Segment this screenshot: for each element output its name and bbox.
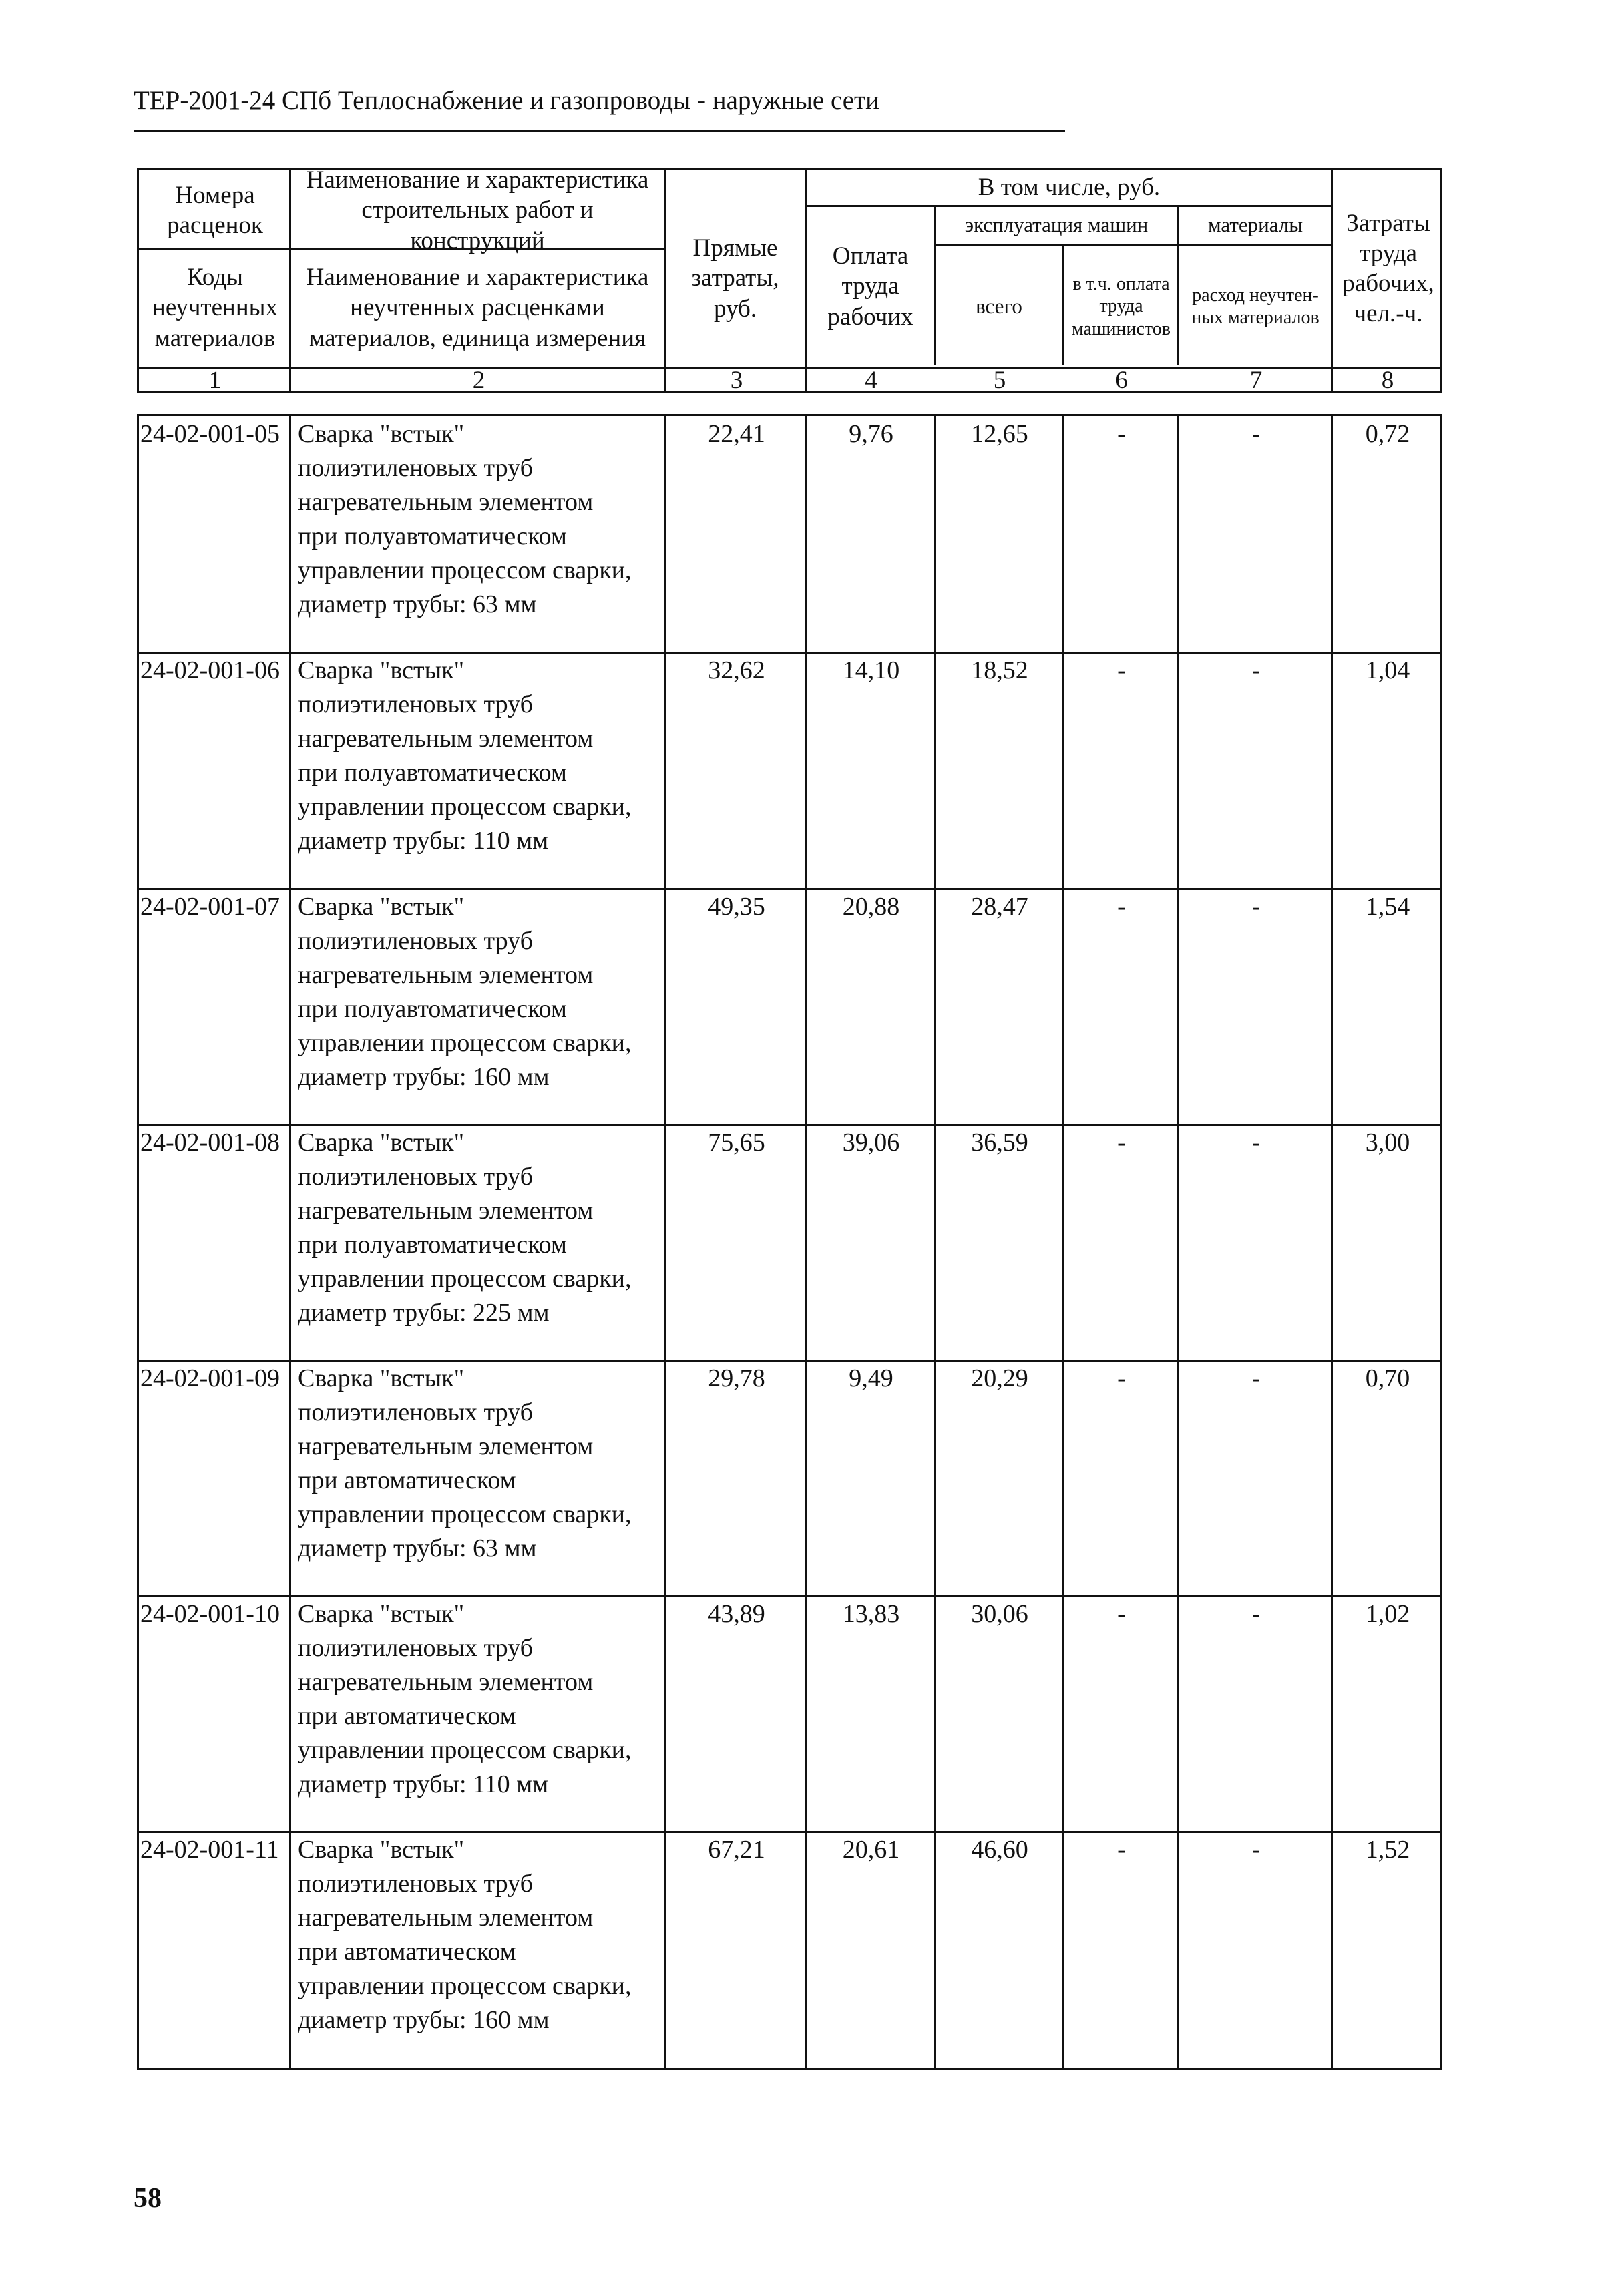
labor-cost: 20,88 <box>842 893 900 921</box>
divider <box>1062 244 1064 365</box>
divider <box>1331 170 1333 391</box>
labor-cost: 20,61 <box>842 1836 900 1864</box>
work-description: Сварка "встык" полиэтиленовых труб нагревательным элементом при автоматическом управлении процессом сварки, диаметр трубы: 63 мм <box>298 1364 632 1563</box>
table-header <box>137 168 1442 393</box>
materials-cost: - <box>1251 1128 1261 1157</box>
machinists-cost: - <box>1117 1364 1126 1392</box>
direct-cost: 43,89 <box>708 1600 765 1628</box>
machines-total: 12,65 <box>971 420 1028 448</box>
rate-code: 24-02-001-06 <box>140 656 280 684</box>
column-number: 3 <box>730 367 743 395</box>
materials-cost: - <box>1251 656 1261 684</box>
divider <box>1177 205 1179 365</box>
col6-header: в т.ч. оплата труда машинистов <box>1072 274 1171 339</box>
machinists-cost: - <box>1117 656 1126 684</box>
materials-cost: - <box>1251 1600 1261 1628</box>
column-number: 6 <box>1115 367 1128 395</box>
rate-code: 24-02-001-08 <box>140 1128 280 1157</box>
col1-top-header: Номера расценок <box>167 181 263 239</box>
column-number: 2 <box>472 367 485 395</box>
machinists-cost: - <box>1117 1128 1126 1157</box>
materials-cost: - <box>1251 1836 1261 1864</box>
divider <box>934 205 936 365</box>
work-description: Сварка "встык" полиэтиленовых труб нагревательным элементом при полуавтоматическом управлении процессом сварки, диаметр трубы: 225 мм <box>298 1128 632 1327</box>
machines-total: 18,52 <box>971 656 1028 684</box>
direct-cost: 32,62 <box>708 656 765 684</box>
rate-code: 24-02-001-10 <box>140 1600 280 1628</box>
labor-hours: 1,04 <box>1365 656 1410 684</box>
page-number: 58 <box>134 2183 162 2214</box>
divider <box>805 205 1331 207</box>
machines-total: 20,29 <box>971 1364 1028 1392</box>
page-header: ТЕР-2001-24 СПб Теплоснабжение и газопроводы - наружные сети <box>134 86 879 115</box>
machinists-cost: - <box>1117 1600 1126 1628</box>
work-description: Сварка "встык" полиэтиленовых труб нагревательным элементом при полуавтоматическом управлении процессом сварки, диаметр трубы: 63 мм <box>298 420 632 618</box>
labor-hours: 1,02 <box>1365 1600 1410 1628</box>
col8-header: Затраты труда рабочих, чел.-ч. <box>1342 209 1434 328</box>
rate-code: 24-02-001-09 <box>140 1364 280 1392</box>
column-number: 1 <box>208 367 222 395</box>
materials-cost: - <box>1251 420 1261 448</box>
direct-cost: 49,35 <box>708 893 765 921</box>
divider <box>805 170 807 391</box>
rate-code: 24-02-001-05 <box>140 420 280 448</box>
table-body <box>137 414 1442 2070</box>
labor-hours: 1,52 <box>1365 1836 1410 1864</box>
direct-cost: 22,41 <box>708 420 765 448</box>
machines-header: эксплуатация машин <box>964 213 1149 237</box>
col2-top-header: Наименование и характеристика строительных работ и конструкций <box>306 166 649 254</box>
materials-header: материалы <box>1207 213 1303 237</box>
materials-cost: - <box>1251 893 1261 921</box>
divider <box>289 170 291 391</box>
work-description: Сварка "встык" полиэтиленовых труб нагревательным элементом при полуавтоматическом управлении процессом сварки, диаметр трубы: 160 мм <box>298 893 632 1091</box>
machinists-cost: - <box>1117 1836 1126 1864</box>
direct-cost: 75,65 <box>708 1128 765 1157</box>
col5-header: всего <box>976 294 1022 319</box>
column-number: 8 <box>1381 367 1394 395</box>
machinists-cost: - <box>1117 893 1126 921</box>
work-description: Сварка "встык" полиэтиленовых труб нагревательным элементом при полуавтоматическом управлении процессом сварки, диаметр трубы: 110 мм <box>298 656 632 855</box>
labor-hours: 0,72 <box>1365 420 1410 448</box>
col1-bottom-header: Коды неучтенных материалов <box>152 264 278 352</box>
divider <box>664 170 666 391</box>
work-description: Сварка "встык" полиэтиленовых труб нагревательным элементом при автоматическом управлении процессом сварки, диаметр трубы: 160 мм <box>298 1836 632 2034</box>
machines-total: 46,60 <box>971 1836 1028 1864</box>
header-rule <box>134 130 1065 132</box>
machines-total: 30,06 <box>971 1600 1028 1628</box>
work-description: Сварка "встык" полиэтиленовых труб нагревательным элементом при автоматическом управлении процессом сварки, диаметр трубы: 110 мм <box>298 1600 632 1798</box>
col2-bottom-header: Наименование и характеристика неучтенных расценками материалов, единица измерения <box>306 264 649 352</box>
labor-cost: 9,49 <box>849 1364 893 1392</box>
col7-header: расход неучтен-ных материалов <box>1191 284 1320 328</box>
labor-cost: 9,76 <box>849 420 893 448</box>
materials-cost: - <box>1251 1364 1261 1392</box>
machinists-cost: - <box>1117 420 1126 448</box>
labor-hours: 1,54 <box>1365 893 1410 921</box>
column-number: 7 <box>1249 367 1263 395</box>
machines-total: 36,59 <box>971 1128 1028 1157</box>
labor-cost: 39,06 <box>842 1128 900 1157</box>
divider <box>934 244 1331 246</box>
col4-header: Оплата труда рабочих <box>827 242 914 331</box>
rate-code: 24-02-001-11 <box>140 1836 279 1864</box>
labor-hours: 0,70 <box>1365 1364 1410 1392</box>
machines-total: 28,47 <box>971 893 1028 921</box>
direct-cost: 29,78 <box>708 1364 765 1392</box>
column-number: 4 <box>865 367 877 395</box>
group-header: В том числе, руб. <box>978 174 1161 202</box>
labor-cost: 14,10 <box>842 656 900 684</box>
labor-cost: 13,83 <box>842 1600 900 1628</box>
column-number: 5 <box>993 367 1006 395</box>
col3-header: Прямые затраты, руб. <box>691 234 779 323</box>
direct-cost: 67,21 <box>708 1836 765 1864</box>
rate-code: 24-02-001-07 <box>140 893 280 921</box>
labor-hours: 3,00 <box>1365 1128 1410 1157</box>
